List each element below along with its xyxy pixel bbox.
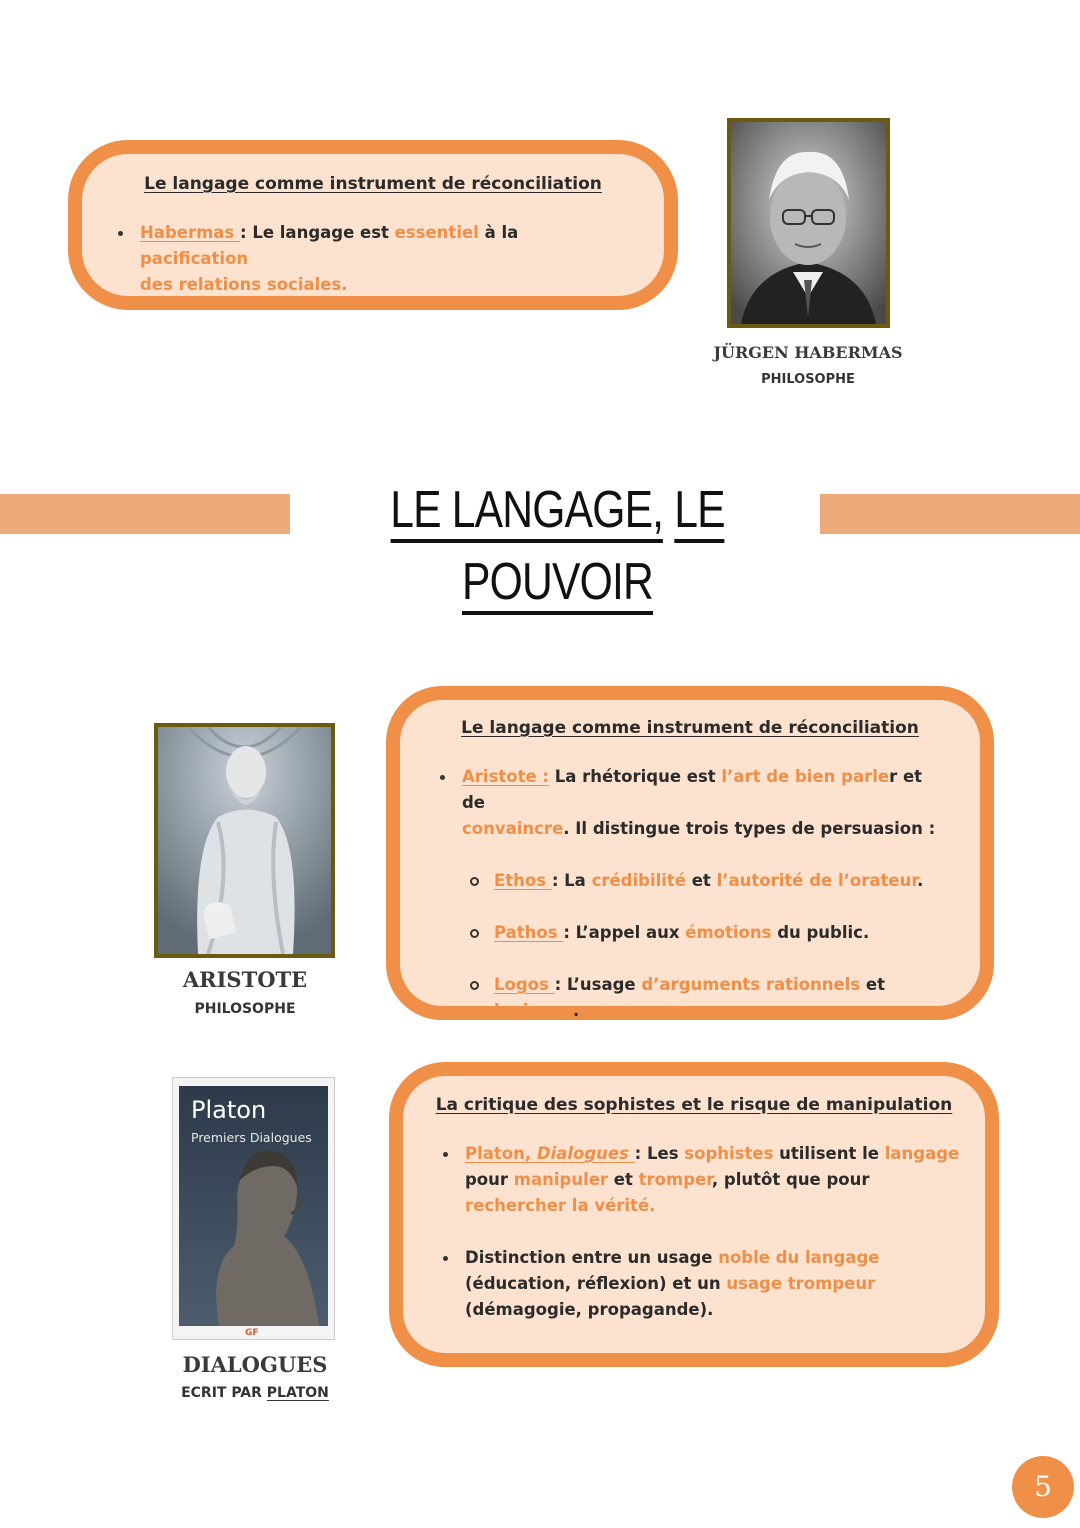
aristote-portrait bbox=[154, 723, 335, 958]
publisher-logo: GF bbox=[245, 1328, 259, 1338]
bullet-platon: Platon, Dialogues : Les sophistes utilisent le langage pour manipuler et tromper, plutôt que pour rechercher la vérité. bbox=[437, 1141, 965, 1219]
habermas-card bbox=[68, 140, 678, 310]
page-number: 5 bbox=[1034, 1470, 1052, 1503]
section-title: LE LANGAGE, LE POUVOIR bbox=[346, 474, 768, 546]
habermas-name: JÜRGEN HABERMAS bbox=[713, 343, 903, 362]
book-author: Platon bbox=[191, 1096, 267, 1124]
section-bar-right bbox=[820, 494, 1080, 534]
aristote-link[interactable]: Aristote : bbox=[462, 767, 550, 786]
platon-dialogues-link[interactable]: Platon, Dialogues bbox=[465, 1144, 635, 1163]
aristote-role: PHILOSOPHE bbox=[194, 1001, 296, 1017]
platon-link[interactable]: PLATON bbox=[266, 1385, 329, 1401]
card-title: Le langage comme instrument de réconciliation bbox=[144, 174, 602, 194]
sophistes-card bbox=[389, 1062, 999, 1367]
bullet-distinction: Distinction entre un usage noble du langage (éducation, réflexion) et un usage trompeur (démagogie, propagande). bbox=[437, 1245, 955, 1323]
book-cover bbox=[172, 1077, 335, 1340]
book-author-caption: ECRIT PAR PLATON bbox=[181, 1385, 329, 1401]
aristote-name: ARISTOTE bbox=[182, 967, 308, 992]
habermas-role: PHILOSOPHE bbox=[761, 372, 855, 387]
sub-pathos: Pathos : L’appel aux émotions du public. bbox=[434, 920, 960, 946]
sub-ethos: Ethos : La crédibilité et l’autorité de l’orateur. bbox=[434, 868, 960, 894]
ethos-link[interactable]: Ethos bbox=[494, 871, 552, 890]
habermas-portrait bbox=[727, 118, 890, 328]
bullet-habermas: Habermas : Le langage est essentiel à la pacification des relations sociales. bbox=[112, 220, 624, 298]
pathos-link[interactable]: Pathos bbox=[494, 923, 564, 942]
card-title: La critique des sophistes et le risque de manipulation bbox=[435, 1095, 953, 1115]
habermas-link[interactable]: Habermas bbox=[140, 223, 240, 242]
book-cover-art bbox=[179, 1086, 328, 1326]
section-bar-left bbox=[0, 494, 290, 534]
logos-link[interactable]: Logos bbox=[494, 975, 555, 994]
page-number-badge bbox=[1012, 1456, 1074, 1518]
bullet-aristote: Aristote : La rhétorique est l’art de bien parler et de convaincre. Il distingue trois types de persuasion : bbox=[434, 764, 950, 842]
card-title: Le langage comme instrument de réconciliation bbox=[461, 718, 919, 738]
habermas-photo bbox=[731, 122, 886, 324]
sub-logos: Logos : L’usage d’arguments rationnels et logiques. bbox=[434, 972, 960, 1024]
book-subtitle: Premiers Dialogues bbox=[191, 1130, 312, 1145]
book-name: DIALOGUES bbox=[182, 1352, 328, 1377]
aristote-statue bbox=[158, 727, 331, 954]
aristote-card bbox=[386, 686, 994, 1020]
